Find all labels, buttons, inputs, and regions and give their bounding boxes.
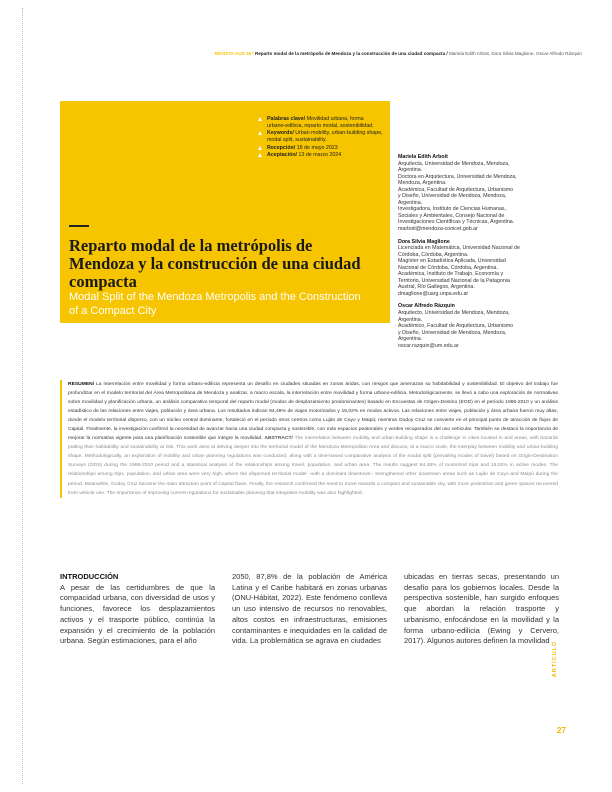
article-title-english: Modal Split of the Mendoza Metropolis and the Construction of a Compact City	[69, 291, 361, 317]
abstract-label: RESUMEN/	[68, 382, 95, 387]
affiliation-line: y Diseño, Universidad de Mendoza, Mendoza,	[398, 193, 507, 200]
affiliation-line: Académico, Facultad de Arquitectura, Urbanismo	[398, 323, 514, 330]
affiliation-line: Argentina.	[398, 167, 423, 174]
abstract-text-english: The interrelation between mobility and urban-building shape is a challenge in cities located in arid areas, with hazards putting their habitability and sustainability at risk. This work aims at delving deeper into the territorial model of the Mendoza Metropolitan Area and discuss, at a macro scale, the interplay between mobility and urban-building shape. Methodologically, an exploration of mobility and urban planning regulations was conducted, along with a time-based comparative analysis of the modal split (prevailing modes of travel) based on Origin-Destination Surveys (ODS) during the 1986-2010 period and a statistical analysis of the relationships among travel, population, and urban area. The results suggest 84.48% of motorized trips and 15.02% in active modes. The relationships among trips, population, and urban area were very high, where the dispersed territorial model –with a dominant downtown– strengthened other downtown areas such as Luján de Cuyo and Maipú during the period. Meanwhile, Godoy Cruz became the main attraction point of Capital flows. Finally, the research confirmed the need to move towards a compact and sustainable city, with more pedestrian and green spaces recovered from vehicle use. The importance of improving current regulations for sustainable planning that integrates mobility was also highlighted.	[68, 436, 558, 496]
keyword-label: Palabras clave/	[267, 116, 306, 122]
triangle-bullet-icon	[258, 153, 262, 157]
keyword-item	[258, 116, 383, 130]
author-name: Dora Silvia Maglione	[398, 238, 450, 245]
author-email[interactable]: dmaglione@uarg.unpa.edu.ar	[398, 290, 469, 297]
author-email[interactable]: marboit@mendoza-conicet.gob.ar	[398, 226, 478, 233]
affiliation-line: Mendoza, Argentina.	[398, 180, 447, 187]
abstract-label-english: ABSTRACT/	[264, 436, 293, 442]
author-name: Mariela Edith Arboit	[398, 154, 448, 160]
affiliation-line: Licenciada en Matemática, Universidad Nacional de	[398, 245, 520, 252]
affiliation-line: Sociales y Ambientales, Consejo Nacional de	[398, 212, 505, 219]
author-block	[398, 303, 558, 349]
affiliation-line: Córdoba, Córdoba, Argentina.	[398, 251, 469, 258]
body-column	[404, 572, 559, 647]
section-heading: INTRODUCCIÓN	[60, 572, 119, 581]
article-title: Reparto modal de la metrópolis de Mendoza y la construcción de una ciudad compacta	[69, 236, 361, 291]
author-block	[398, 239, 558, 298]
margin-dotted-rule	[22, 8, 23, 784]
author-affiliations	[398, 154, 558, 355]
body-paragraph: A pesar de las certidumbres de que la compacidad urbana, con diversidad de usos y funciones, favorece los desplazamientos activos y el trasporte público, continúa la expansión y el crecimiento de la población urbana. Según estimaciones, para el año	[60, 582, 215, 646]
title-dash	[69, 225, 89, 227]
triangle-bullet-icon	[258, 131, 262, 135]
body-column	[232, 572, 387, 647]
author-block	[398, 154, 558, 233]
keywords-list	[258, 116, 383, 159]
running-title: Reparto modal de la metrópolis de Mendoza y la construcción de una ciudad compacta /	[253, 51, 448, 56]
affiliation-line: Austral, Río Gallegos, Argentina.	[398, 284, 475, 291]
journal-name: REVISTA AUS 36 /	[214, 51, 254, 56]
affiliation-line: Nacional de Córdoba, Córdoba, Argentina.	[398, 264, 498, 271]
keyword-item	[258, 152, 383, 159]
affiliation-line: Argentina.	[398, 316, 423, 323]
triangle-bullet-icon	[258, 117, 262, 121]
keyword-text: Movilidad urbana, forma urbano-edilicia, reparto modal, sostenibilidad.	[267, 116, 374, 129]
keyword-label: Keywords/	[267, 130, 294, 137]
affiliation-line: Académica, Instituto de Trabajo, Economía y	[398, 271, 504, 278]
author-name: Oscar Alfredo Rázquin	[398, 303, 455, 310]
affiliation-line: Académica, Facultad de Arquitectura, Urbanismo	[398, 186, 514, 193]
keyword-text: 18 de mayo 2023	[295, 144, 338, 151]
page-number: 27	[557, 726, 566, 735]
keyword-text: Urban mobility, urban-building shape, modal split, sustainability.	[267, 130, 383, 144]
body-paragraph: 2050, 87,8% de la población de América Latina y el Caribe habitará en zonas urbanas (ONU-Hábitat, 2022). Este fenómeno conlleva un uso intensivo de recursos no renovables, altos costos en infraestructuras, emisiones contaminantes e inequidades en la calidad de vida. La problemática se agrava en ciudades	[232, 572, 387, 646]
keyword-label: Aceptación/	[267, 152, 298, 159]
affiliation-line: Arquitecta, Universidad de Mendoza, Mendoza,	[398, 160, 510, 167]
keyword-item	[258, 130, 383, 144]
affiliation-line: Investigadora, Instituto de Ciencias Humanas,	[398, 206, 507, 213]
abstract-text-spanish: La interrelación entre movilidad y forma urbano-edilicia representa un desafío en ciudades situadas en zonas áridas, con riesgos que amenazan su habitabilidad y sostenibilidad. El objetivo del trabajo fue profundizar en el modelo territorial del Área Metropolitana de Mendoza y analizar, a macro escala, la interrelación entre movilidad y forma urbano-edilicia. Metodológicamente, se llevó a cabo una exploración de normativas sobre movilidad y planificación urbana, un análisis comparativo temporal del reparto modal (modos de desplazamiento predominantes) basado en Encuestas de Origen-Destino (EOD) en el período 1986-2010 y un análisis estadístico de las relaciones entre viajes, población y área urbana. Los resultados indican 84,48% de viajes motorizados y 15,02% en modos activos. Las relaciones entre viajes, población y área urbana fueron muy altas, donde el modelo territorial disperso, con un núcleo central dominante, fortaleció en el período otros centros como Luján de Cuyo y Maipú; mientras Godoy Cruz se convierte en el principal punto de atracción de flujos de Capital. Finalmente, la investigación confirmó la necesidad de avanzar hacia una ciudad compacta y sostenible, con más espacios peatonales y verdes recuperados del uso vehicular. También se destacó la importancia de mejorar la normativa vigente para una planificación sostenible que integre la movilidad.	[68, 382, 558, 442]
abstract-block	[60, 380, 558, 498]
affiliation-line: Territorio, Universidad Nacional de la Patagonia	[398, 277, 510, 284]
side-label-text: ARTÍCULO	[552, 640, 559, 678]
keyword-label: Recepción/	[267, 144, 296, 151]
affiliation-line: Argentina.	[398, 336, 423, 343]
section-side-label	[552, 622, 571, 702]
running-authors: Mariela Edith Arboit, Dora Silvia Maglione, Oscar Alfredo Rázquin	[447, 51, 582, 56]
affiliation-line: Magíster en Estadística Aplicada, Universidad	[398, 258, 506, 265]
affiliation-line: Investigaciones Científicas y Técnicas, Argentina.	[398, 219, 515, 226]
running-header	[60, 51, 582, 56]
title-panel	[60, 101, 390, 323]
affiliation-line: y Diseño, Universidad de Mendoza, Mendoza,	[398, 329, 507, 336]
keyword-item	[258, 145, 383, 152]
affiliation-line: Arquitecto, Universidad de Mendoza, Mendoza,	[398, 310, 510, 317]
body-paragraph: ubicadas en tierras secas, presentando un desafío para los gobiernos locales. Desde la perspectiva sostenible, han surgido enfoques que abordan la relación trasporte y urbanismo, enfocándose en la movilidad y la forma urbano-edilicia (Ewing y Cervero, 2017). Algunos autores definen la movilidad	[404, 572, 559, 646]
body-columns	[60, 572, 560, 647]
keyword-text: 13 de marzo 2024	[297, 152, 342, 159]
affiliation-line: Argentina.	[398, 199, 423, 206]
triangle-bullet-icon	[258, 146, 262, 150]
body-column	[60, 572, 215, 647]
author-email[interactable]: oscar.razquin@um.edu.ar	[398, 342, 459, 349]
affiliation-line: Doctora en Arquitectura, Universidad de Mendoza,	[398, 173, 517, 180]
